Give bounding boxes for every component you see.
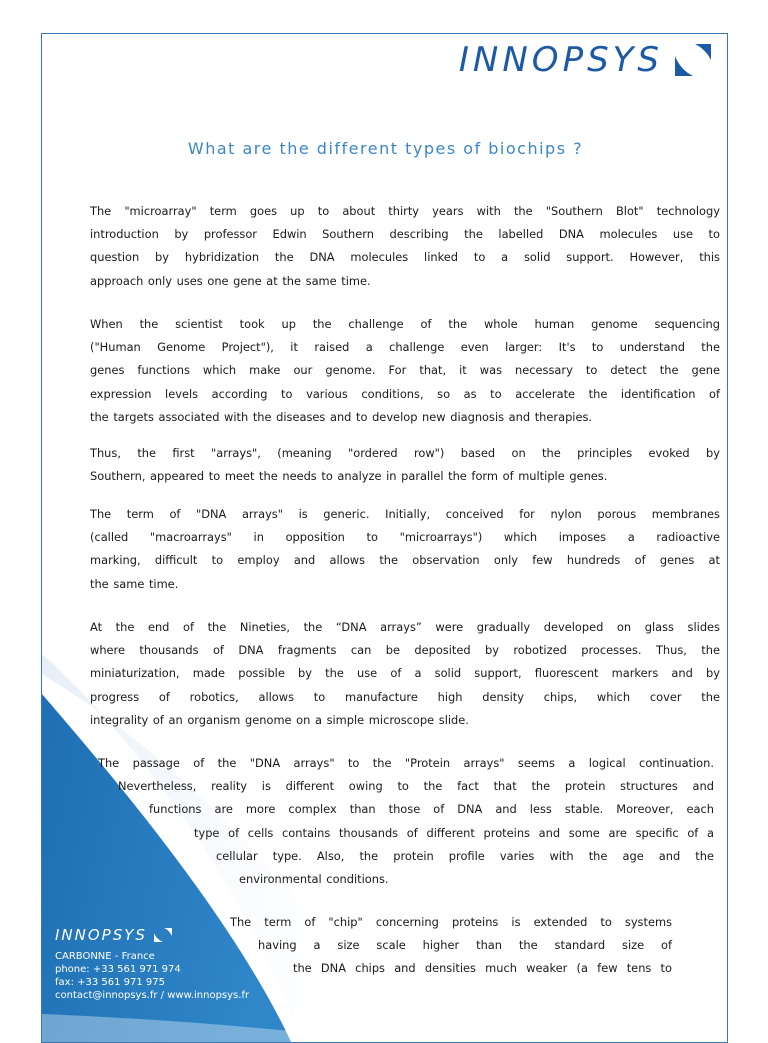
text-line: Southern, appeared to meet the needs to analyze in parallel the form of multiple genes. [90,469,608,484]
footer-address: CARBONNE - France [55,951,155,962]
text-line: functions are more complex than those of DNA and less stable. Moreover, each [149,802,714,817]
brand-mark-icon [153,927,173,943]
text-line: Thus, the first "arrays", (meaning "ordered row") based on the principles evoked by [90,446,720,460]
paragraph-1 [90,200,720,293]
paragraph-7 [230,911,672,981]
text-line: miniaturization, made possible by the use of a solid support, fluorescent markers and by [90,666,720,681]
text-line: approach only uses one gene at the same time. [90,273,371,288]
text-line: (called "macroarrays" in opposition to "microarrays") which imposes a radioactive [90,530,720,545]
paragraph-5 [90,616,720,732]
paragraph-4 [90,503,720,596]
footer-contact [55,926,249,1002]
footer-fax: fax: +33 561 971 975 [55,977,166,988]
text-line: Nevertheless, reality is different owing to the fact that the protein structures and [118,779,714,794]
text-line: where thousands of DNA fragments can be deposited by robotized processes. Thus, the [90,643,720,658]
page-title: What are the different types of biochips ? [187,139,584,158]
header-logo [459,40,713,80]
text-line: When the scientist took up the challenge of the whole human genome sequencing [90,317,720,331]
brand-name: INNOPSYS [458,40,663,80]
paragraph-6 [98,752,714,891]
text-line: ("Human Genome Project"), it raised a challenge even larger: It's to understand the [90,340,720,355]
text-line: question by hybridization the DNA molecules linked to a solid support. However, this [90,250,720,265]
text-line: genes functions which make our genome. For that, it was necessary to detect the gene [90,363,720,378]
text-line: marking, difficult to employ and allows the observation only few hundreds of genes at [90,553,720,568]
text-line: The term of "DNA arrays" is generic. Initially, conceived for nylon porous membranes [90,507,720,521]
text-line: having a size scale higher than the standard size of [258,938,672,953]
paragraph-2 [90,313,720,429]
paragraph-3 [90,442,720,488]
text-line: environmental conditions. [239,872,389,887]
text-line: expression levels according to various conditions, so as to accelerate the identification of [90,386,720,401]
text-line: the same time. [90,576,179,591]
text-line: type of cells contains thousands of different proteins and some are specific of a [194,825,714,840]
footer-brand-name: INNOPSYS [55,926,147,944]
text-line: cellular type. Also, the protein profile varies with the age and the [216,848,714,863]
text-line: integrality of an organism genome on a simple microscope slide. [90,712,469,727]
text-line: The term of "chip" concerning proteins is extended to systems [230,915,672,929]
brand-mark-icon [673,42,713,78]
text-line: the DNA chips and densities much weaker (a few tens to [293,961,672,976]
text-line: The "microarray" term goes up to about thirty years with the "Southern Blot" technology [90,204,720,218]
text-line: The passage of the "DNA arrays" to the "Protein arrays" seems a logical continuation. [98,756,714,770]
text-line: At the end of the Nineties, the “DNA arrays” were gradually developed on glass slides [90,620,720,634]
footer-phone: phone: +33 561 971 974 [55,964,181,975]
page-frame [41,33,728,1043]
text-line: introduction by professor Edwin Southern describing the labelled DNA molecules use to [90,227,720,242]
footer-contact-link[interactable]: contact@innopsys.fr / www.innopsys.fr [55,990,250,1001]
text-line: the targets associated with the diseases and to develop new diagnosis and therapies. [90,409,593,424]
footer-logo [55,926,249,944]
text-line: progress of robotics, allows to manufacture high density chips, which cover the [90,689,720,704]
